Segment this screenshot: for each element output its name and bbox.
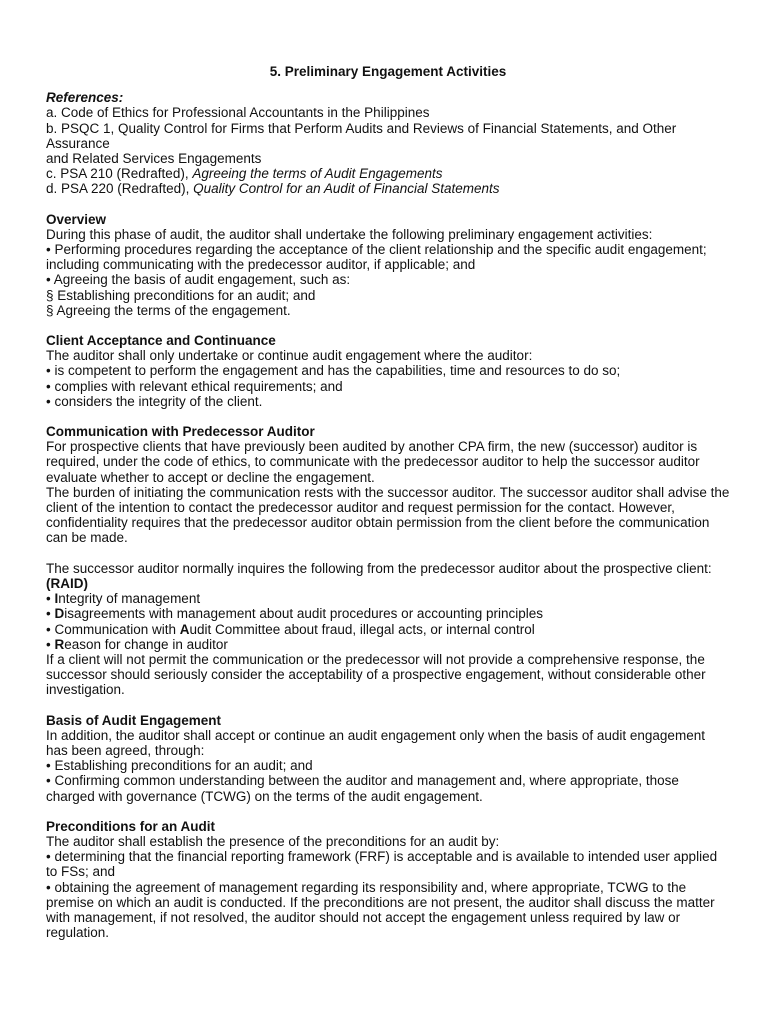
- basis-heading: Basis of Audit Engagement: [46, 712, 222, 728]
- client-acceptance-bullet: • considers the integrity of the client.: [46, 393, 263, 409]
- raid-letter: A: [179, 621, 190, 637]
- reference-d-title: Quality Control for an Audit of Financial Statements: [193, 181, 500, 197]
- raid-item-integrity: [46, 591, 730, 606]
- client-acceptance-intro: The auditor shall only undertake or continue audit engagement where the auditor:: [46, 348, 533, 364]
- reference-b: b. PSQC 1, Quality Control for Firms that Perform Audits and Reviews of Financial Statements, and Other Assurance: [46, 120, 677, 151]
- reference-c-title: Agreeing the terms of Audit Engagements: [192, 166, 443, 182]
- overview-bullet: • Performing procedures regarding the acceptance of the client relationship and the specific audit engagement; including communicating with the predecessor auditor, if applicable; and: [46, 242, 707, 273]
- basis-section: [46, 713, 730, 804]
- predecessor-section: [46, 424, 730, 697]
- client-acceptance-bullet: • is competent to perform the engagement and has the capabilities, time and resources to do so;: [46, 363, 621, 379]
- paragraph-spacer: [46, 546, 730, 561]
- overview-intro: During this phase of audit, the auditor shall undertake the following preliminary engagement activities:: [46, 226, 653, 242]
- basis-intro: In addition, the auditor shall accept or continue an audit engagement only when the basis of audit engagement has been agreed, through:: [46, 727, 705, 758]
- overview-subitem: § Agreeing the terms of the engagement.: [46, 302, 291, 318]
- raid-letter: I: [54, 591, 59, 607]
- reference-d-prefix: d. PSA 220 (Redrafted),: [46, 181, 194, 197]
- raid-item-disagreements: [46, 606, 730, 621]
- overview-bullet: • Agreeing the basis of audit engagement, such as:: [46, 272, 351, 288]
- predecessor-paragraph: For prospective clients that have previously been audited by another CPA firm, the new (successor) auditor is required, under the code of ethics, to communicate with the predecessor auditor to help the successor auditor evaluate whether to accept or decline the engagement.: [46, 439, 700, 485]
- overview-section: [46, 212, 730, 318]
- bullet-mark: •: [46, 591, 55, 607]
- raid-letter: D: [54, 606, 65, 622]
- reference-c-prefix: c. PSA 210 (Redrafted),: [46, 166, 193, 182]
- bullet-mark: •: [46, 636, 55, 652]
- raid-letter: R: [54, 636, 65, 652]
- bullet-mark: •: [46, 606, 55, 622]
- raid-item-text: udit Committee about fraud, illegal acts, or internal control: [189, 621, 535, 637]
- basis-bullet: • Establishing preconditions for an audit; and: [46, 758, 313, 774]
- reference-c: [46, 166, 730, 181]
- predecessor-paragraph: The burden of initiating the communication rests with the successor auditor. The successor auditor shall advise the client of the intention to contact the predecessor auditor and request permission for the contact. However, confidentiality requires that the predecessor auditor obtain permission from the client before the communication can be made.: [46, 484, 730, 546]
- references-heading: References:: [46, 90, 124, 106]
- reference-a: a. Code of Ethics for Professional Accountants in the Philippines: [46, 105, 430, 121]
- predecessor-paragraph: The successor auditor normally inquires the following from the predecessor auditor about the prospective client:: [46, 560, 712, 576]
- basis-bullet: • Confirming common understanding between the auditor and management and, where appropriate, those charged with governance (TCWG) on the terms of the audit engagement.: [46, 773, 679, 804]
- preconditions-bullet: • determining that the financial reporting framework (FRF) is acceptable and is available to intended user applied to FSs; and: [46, 849, 718, 880]
- preconditions-section: [46, 819, 730, 941]
- raid-item-text: eason for change in auditor: [64, 636, 228, 652]
- client-acceptance-heading: Client Acceptance and Continuance: [46, 333, 276, 349]
- overview-heading: Overview: [46, 211, 107, 227]
- raid-item-text: ntegrity of management: [58, 591, 201, 607]
- raid-item-prefix: Communication with: [54, 621, 180, 637]
- document-body: [46, 64, 730, 940]
- reference-b-continued: and Related Services Engagements: [46, 151, 262, 167]
- references-section: [46, 90, 730, 196]
- preconditions-intro: The auditor shall establish the presence of the preconditions for an audit by:: [46, 833, 500, 849]
- overview-subitem: § Establishing preconditions for an audit; and: [46, 287, 316, 303]
- raid-item-reason: [46, 637, 730, 652]
- reference-d: [46, 181, 730, 196]
- raid-item-text: isagreements with management about audit procedures or accounting principles: [64, 606, 544, 622]
- page-title: 5. Preliminary Engagement Activities: [269, 64, 507, 79]
- predecessor-paragraph: If a client will not permit the communication or the predecessor will not provide a comprehensive response, the successor should seriously consider the acceptability of a prospective engagement, without considerable other investigation.: [46, 651, 706, 698]
- preconditions-heading: Preconditions for an Audit: [46, 818, 216, 834]
- preconditions-bullet: • obtaining the agreement of management regarding its responsibility and, where appropriate, TCWG to the premise on which an audit is conducted. If the preconditions are not present, the auditor shall discuss the matter with management, if not resolved, the auditor should not accept the engagement unless required by law or regulation.: [46, 879, 715, 941]
- client-acceptance-section: [46, 333, 730, 409]
- bullet-mark: •: [46, 621, 55, 637]
- client-acceptance-bullet: • complies with relevant ethical requirements; and: [46, 378, 343, 394]
- predecessor-heading: Communication with Predecessor Auditor: [46, 424, 315, 440]
- raid-item-audit-committee: [46, 622, 730, 637]
- raid-label: (RAID): [46, 575, 88, 591]
